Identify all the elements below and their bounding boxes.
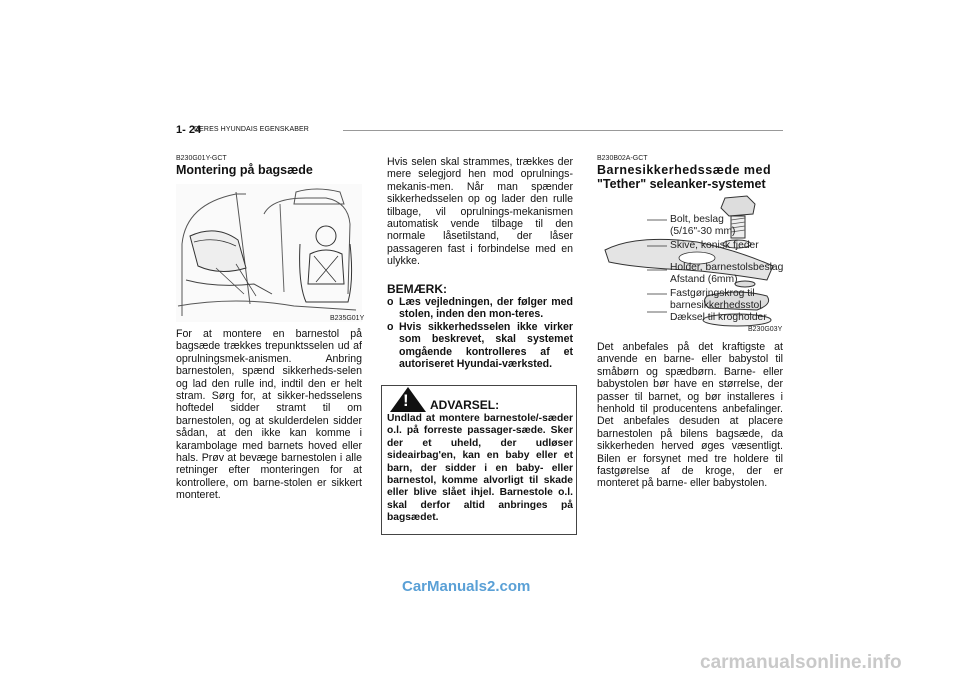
warning-text: Undlad at montere barnestole/-sæder o.l. på forreste passager-sæde. Sker der et uheld, der udløser sideairbag'en, kan en baby eller et barn, der sidder i en baby- eller barnestol, komme alvorligt til skade eller blive slået ihjel. Barnestole o.l. skal derfor altid anbringes på bagsædet.: [387, 413, 573, 524]
label-bolt: Bolt, beslag: [670, 214, 724, 225]
label-spacer: Afstand (6mm): [670, 274, 738, 285]
note-title: BEMÆRK:: [387, 282, 447, 296]
header-rule: [343, 130, 783, 131]
label-bolt-size: (5/16"-30 mm): [670, 226, 736, 237]
label-washer: Skive, konisk fjeder: [670, 240, 759, 251]
note-item: [387, 296, 573, 321]
right-body-text: Det anbefales på det kraftigste at anvende en barne- eller babystol til småbørn og spædbørn. Barne- eller babystolen bør have en størrelse, der passer til barnet, og bør installeres i henhold til producentens anbefalinger. Det anbefales desuden at placere barnestolen på bilens bagsæde, da sikkerheden herved øges væsentligt. Bilen er forsynet med tre holdere til fastgørelse af de kroge, der er monteret på barne- eller babystolen.: [597, 341, 783, 490]
label-holder: Holder, barnestolsbeslag: [670, 262, 784, 273]
warning-title: ADVARSEL:: [430, 398, 500, 412]
watermark-carmanuals2[interactable]: CarManuals2.com: [402, 578, 531, 595]
note-item: [387, 321, 573, 371]
label-hook: Fastgøringskrog til: [670, 288, 755, 299]
section-code-right: B230B02A-GCT: [597, 155, 648, 162]
label-cover: Dæksel til krogholder: [670, 312, 767, 323]
page-number: 1- 24: [176, 124, 202, 136]
section-code-left: B230G01Y-GCT: [176, 155, 227, 162]
label-hook-2: barnesikkerhedsstol: [670, 300, 762, 311]
figure-code-left: B235G01Y: [330, 315, 365, 322]
note-item-text: Læs vejledningen, der følger med stolen, inden den mon-teres.: [399, 296, 573, 321]
note-bullet: o: [387, 296, 394, 308]
section-title: DERES HYUNDAIS EGENSKABER: [194, 126, 309, 133]
note-item-text: Hvis sikkerhedsselen ikke virker som beskrevet, skal systemet omgående kontrolleres af et autoriseret Hyundai-værksted.: [399, 320, 573, 371]
figure-code-right: B230G03Y: [748, 326, 783, 333]
child-seat-rear-illustration: [176, 184, 365, 322]
left-heading: Montering på bagsæde: [176, 163, 313, 177]
left-body-text: For at montere en barnestol på bagsæde trækkes trepunktsselen ud af oprulningsmek-anismen. Anbring barnestolen, spænd sikkerheds-selen og lad den rulle ind, indtil den er helt stram. Sørg for, at sikker-hedsselens hoftedel sidder stramt til om barnestolen, og at skulderdelen sidder sådan, at den ikke kan komme i karambolage med barnets hoved eller hals. Prøv at bevæge barnestolen i alle retninger efter monteringen for at kontrollere, om barne-stolen er sikkert monteret.: [176, 328, 362, 502]
watermark-carmanualsonline[interactable]: carmanualsonline.info: [700, 652, 902, 673]
right-heading-line2: "Tether" seleanker-systemet: [597, 177, 766, 191]
warning-exclamation: !: [403, 391, 409, 410]
note-bullet: o: [387, 320, 394, 333]
right-heading-line1: Barnesikkerhedssæde med: [597, 163, 772, 177]
middle-body-text: Hvis selen skal strammes, trækkes der mere selegjord hen mod oprulnings-mekanis-men. Når man spænder sikkerhedsselen op og lader den rulle tilbage, vil oprulnings-mekanismen automatisk vende tilbage til den normale låsetilstand, der låser passageren fast i forbindelse med en ulykke.: [387, 156, 573, 268]
note-list: [387, 296, 573, 370]
